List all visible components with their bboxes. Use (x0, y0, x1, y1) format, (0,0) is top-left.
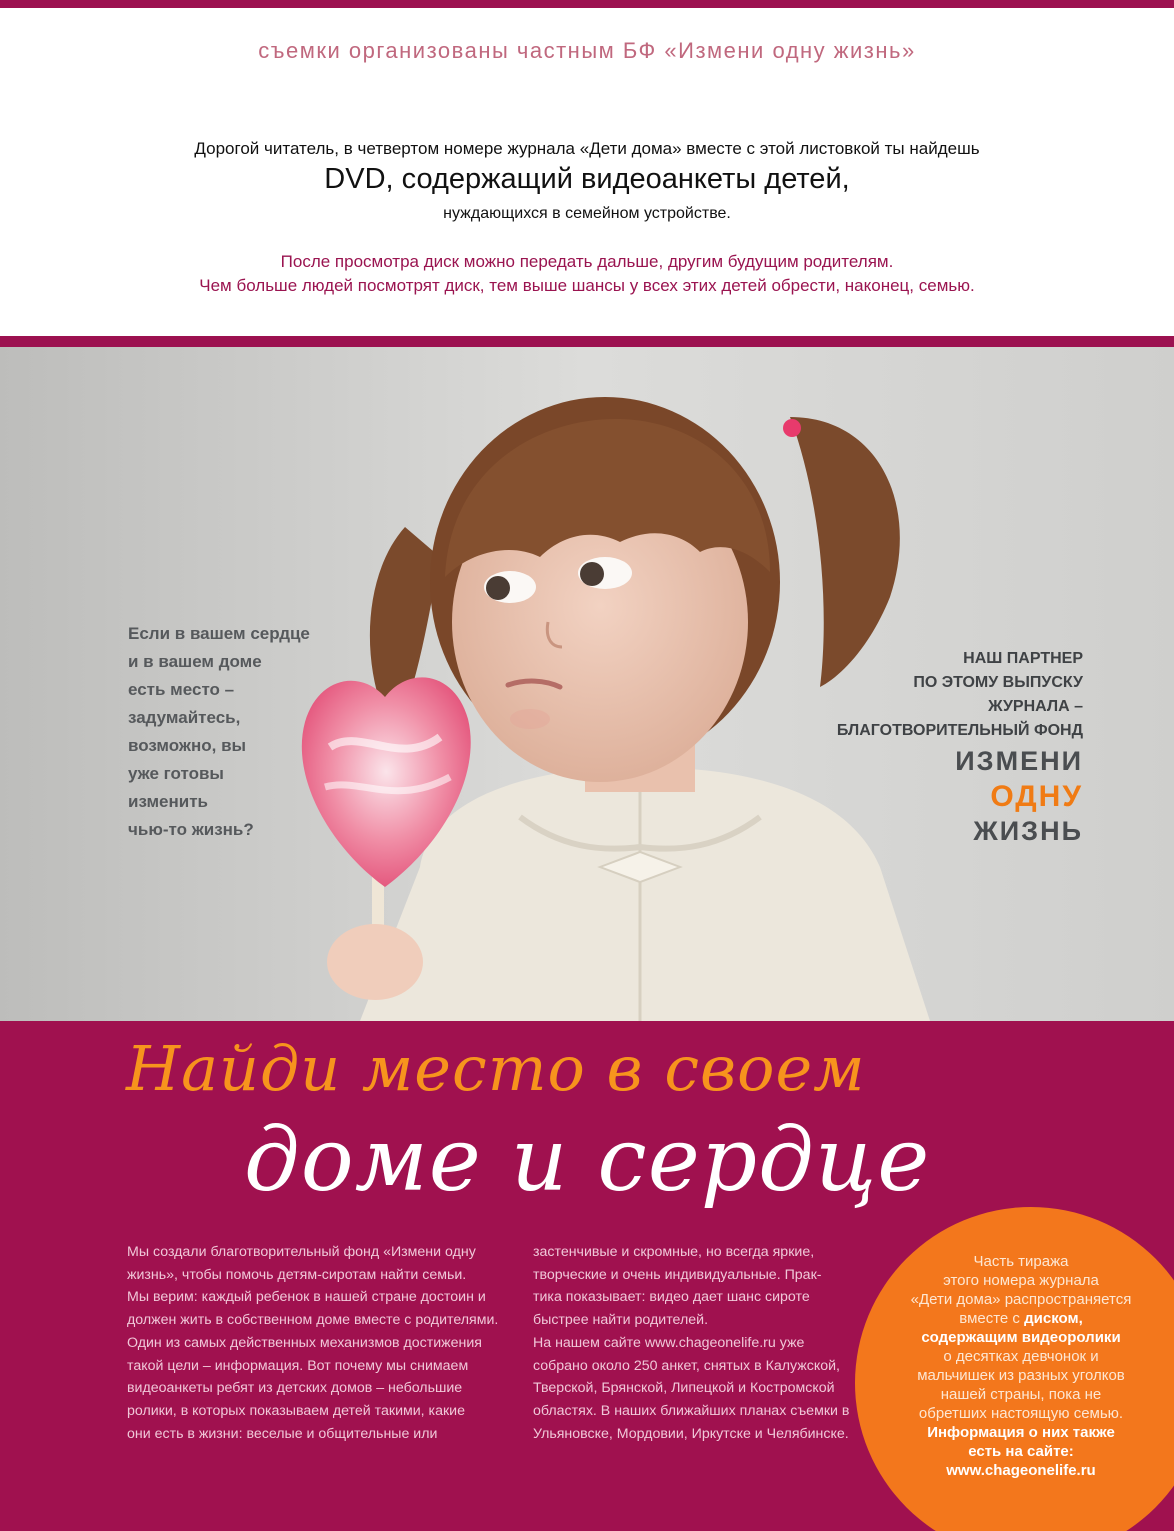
badge-bold-span: диском, (1024, 1310, 1083, 1327)
badge-line (868, 1309, 1174, 1328)
badge-text-span: вместе с (959, 1310, 1025, 1327)
quote-line: и в вашем доме (128, 652, 262, 671)
quote-line: задумайтесь, (128, 708, 241, 727)
logo-word-2: ОДНУ (990, 780, 1083, 813)
partner-line: НАШ ПАРТНЕР (963, 650, 1083, 667)
badge-line: нашей страны, пока не (940, 1386, 1102, 1403)
body-line: Мы верим: каждый ребенок в нашей стране достоин и (127, 1289, 486, 1306)
body-line: быстрее найти родителей. (533, 1312, 709, 1329)
badge-bold-span: Информация о них также (927, 1424, 1115, 1441)
body-line: Мы создали благотворительный фонд «Измени одну (127, 1244, 476, 1260)
partner-line: ПО ЭТОМУ ВЫПУСКУ (913, 674, 1083, 691)
body-line: Ульяновске, Мордовии, Иркутске и Челябинске. (533, 1425, 849, 1442)
organizer-line: съемки организованы частным БФ «Измени одну жизнь» (258, 38, 916, 63)
headline-line-2: доме и сердце (244, 1108, 931, 1211)
badge-line (868, 1461, 1174, 1480)
partner-line: ЖУРНАЛА – (988, 698, 1083, 715)
body-line: такой цели – информация. Вот почему мы снимаем (127, 1357, 469, 1374)
body-line: творческие и очень индивидуальные. Прак- (533, 1266, 822, 1283)
badge-bold-span: содержащим видеоролики (921, 1329, 1121, 1346)
quote-line: чью-то жизнь? (128, 820, 254, 839)
badge-line (868, 1328, 1174, 1347)
badge-line: мальчишек из разных уголков (917, 1367, 1125, 1384)
quote-block (128, 620, 310, 844)
top-rule (0, 0, 1174, 8)
partner-block (837, 647, 1083, 743)
body-column-1 (127, 1241, 517, 1445)
body-line: застенчивые и скромные, но всегда яркие, (533, 1244, 815, 1260)
note-line-2: Чем больше людей посмотрят диск, тем выше шансы у всех этих детей обрести, наконец, семью. (199, 276, 975, 295)
website-link: www.chageonelife.ru (946, 1462, 1096, 1479)
badge-line: о десятках девчонок и (943, 1348, 1099, 1365)
body-line: На нашем сайте www.chageonelife.ru уже (533, 1334, 805, 1351)
quote-line: изменить (128, 792, 209, 811)
badge-line: Часть тиража (973, 1253, 1069, 1270)
body-line: областях. В наших ближайших планах съемки в (533, 1402, 850, 1419)
body-line: Один из самых действенных механизмов достижения (127, 1334, 482, 1351)
badge-line: этого номера журнала (943, 1272, 1099, 1289)
body-line: видеоанкеты ребят из детских домов – небольшие (127, 1380, 463, 1397)
body-line: собрано около 250 анкет, снятых в Калужской, (533, 1357, 840, 1374)
body-column-2 (533, 1241, 863, 1445)
logo-word-3: ЖИЗНЬ (973, 816, 1083, 846)
badge-bold-span: есть на сайте: (968, 1443, 1074, 1460)
note-line-1: После просмотра диск можно передать дальше, другим будущим родителям. (280, 252, 894, 271)
dvd-info-text (868, 1252, 1174, 1480)
intro-dvd-line: DVD, содержащий видеоанкеты детей, (324, 163, 850, 195)
body-line: тика показывает: видео дает шанс сироте (533, 1289, 810, 1306)
body-line: ролики, в которых показываем детей такими, какие (127, 1402, 465, 1419)
quote-line: Если в вашем сердце (128, 624, 310, 643)
intro-line-1: Дорогой читатель, в четвертом номере журнала «Дети дома» вместе с этой листовкой ты найдешь (194, 139, 980, 158)
partner-line: БЛАГОТВОРИТЕЛЬНЫЙ ФОНД (836, 722, 1083, 739)
divider-rule (0, 336, 1174, 347)
badge-line (868, 1423, 1174, 1442)
badge-line: «Дети дома» распространяется (910, 1291, 1132, 1308)
quote-line: уже готовы (128, 764, 224, 783)
quote-line: есть место – (128, 680, 235, 699)
foundation-logo (955, 744, 1083, 849)
logo-word-1: ИЗМЕНИ (955, 746, 1083, 776)
headline-line-1: Найди место в своем (126, 1032, 866, 1105)
body-line: жизнь», чтобы помочь детям-сиротам найти семьи. (127, 1266, 467, 1283)
body-line: Тверской, Брянской, Липецкой и Костромской (533, 1380, 835, 1397)
body-line: должен жить в собственном доме вместе с родителями. (127, 1312, 499, 1329)
quote-line: возможно, вы (128, 736, 247, 755)
intro-line-3: нуждающихся в семейном устройстве. (443, 205, 731, 222)
body-line: они есть в жизни: веселые и общительные или (127, 1425, 438, 1442)
badge-line: обретших настоящую семью. (918, 1405, 1124, 1422)
badge-line (868, 1442, 1174, 1461)
